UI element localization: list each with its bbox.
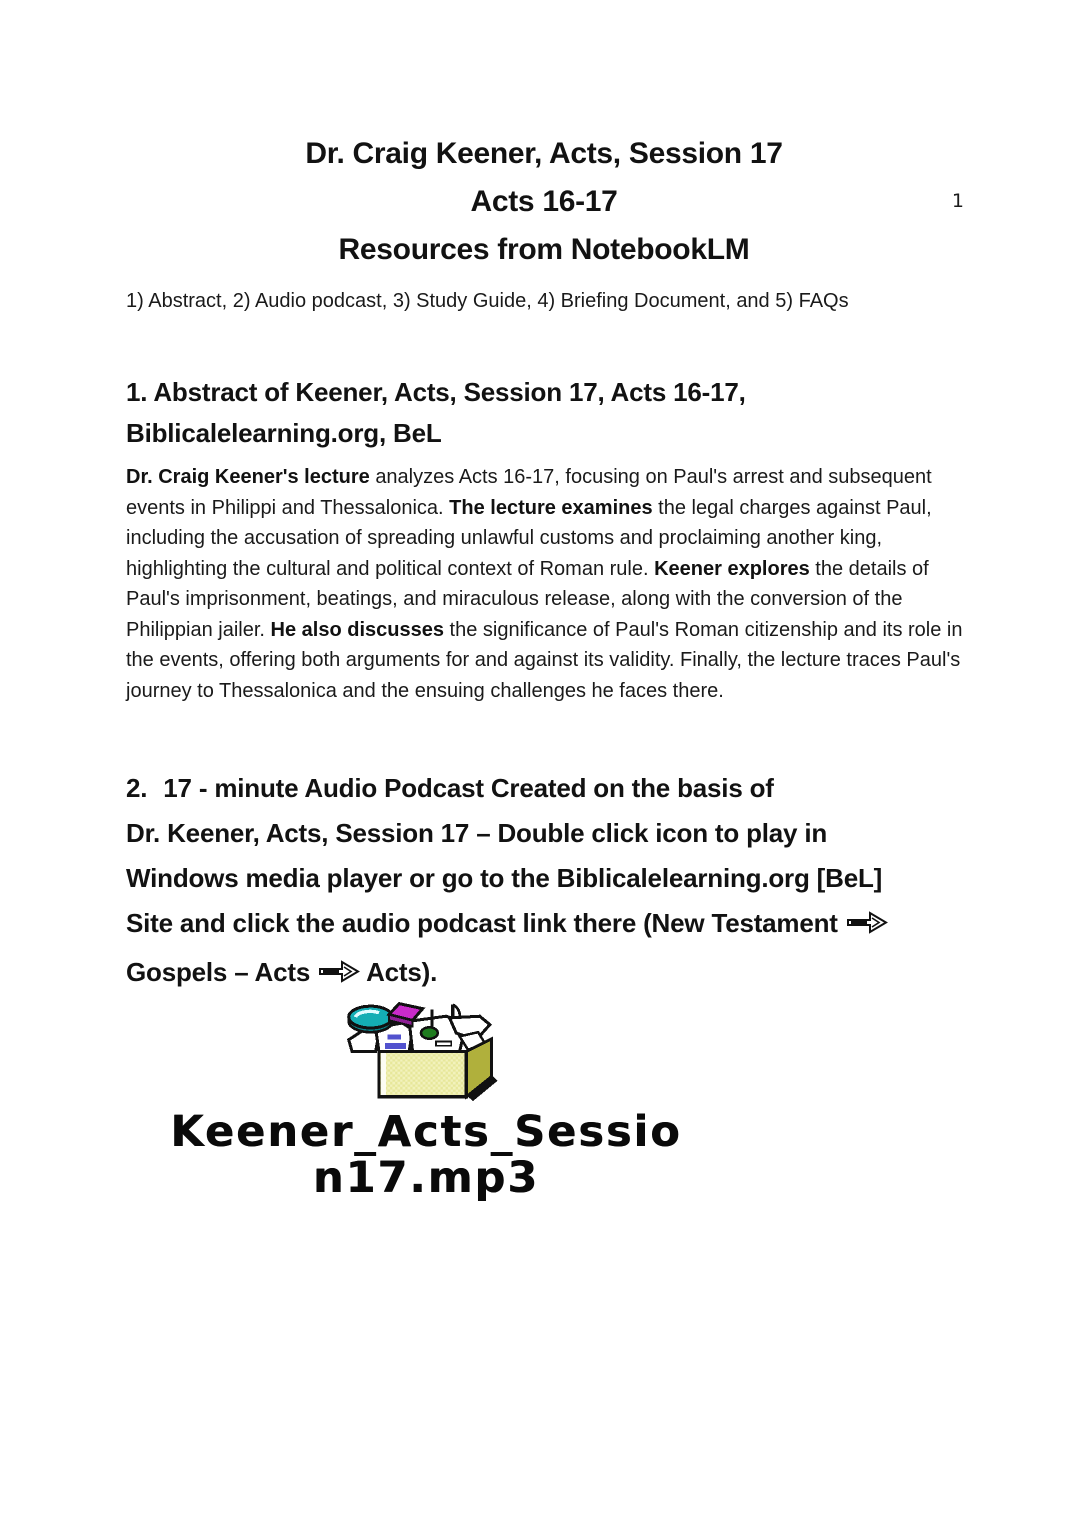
filename-line-2[interactable]: n17.mp3 bbox=[312, 1153, 540, 1203]
section2-heading-text: Gospels – Acts bbox=[126, 957, 311, 987]
section2-number: 2. bbox=[126, 773, 148, 803]
resource-list-line: 1) Abstract, 2) Audio podcast, 3) Study Guide, 4) Briefing Document, and 5) FAQs bbox=[126, 290, 849, 312]
section2-heading-text: Site and click the audio podcast link there (New Testament bbox=[126, 908, 838, 938]
title-line-1: Dr. Craig Keener, Acts, Session 17 bbox=[305, 137, 783, 170]
abstract-segment: the significance of Paul's Roman citizenship and its role in the events, offering both arguments for and against its validity. Finally, the lecture traces Paul's journey to Thessalonica and the ensuing challenges he faces there. bbox=[126, 618, 963, 702]
abstract-segment: the details of Paul's imprisonment, beatings, and miraculous release, along with the conversion of the Philippian jailer. bbox=[126, 557, 929, 641]
title-line-2: Acts 16-17 bbox=[470, 185, 618, 218]
abstract-segment: He also discusses bbox=[270, 618, 450, 641]
abstract-segment: Dr. Craig Keener's lecture bbox=[126, 466, 376, 488]
document-page bbox=[0, 130, 1088, 1538]
title-line-3: Resources from NotebookLM bbox=[338, 233, 750, 266]
document-title bbox=[126, 130, 962, 274]
section2-heading-text: Acts). bbox=[366, 957, 438, 987]
section2-heading-line-3: Windows media player or go to the Biblicalelearning.org [BeL] bbox=[126, 863, 883, 893]
audio-filename-label[interactable] bbox=[136, 1109, 716, 1201]
section2-heading-line-5 bbox=[126, 950, 962, 999]
section2-heading-line-2: Dr. Keener, Acts, Session 17 – Double click icon to play in bbox=[126, 818, 828, 848]
abstract-segment: Keener explores bbox=[654, 557, 816, 580]
section1-heading-line-2: Biblicalelearning.org, BeL bbox=[126, 418, 442, 448]
section2-heading bbox=[126, 766, 962, 999]
right-arrow-icon bbox=[318, 954, 360, 999]
filename-line-1[interactable]: Keener_Acts_Sessio bbox=[170, 1107, 682, 1157]
abstract-segment: analyzes Acts 16-17, focusing on Paul's arrest and subsequent events in Philippi and Thessalonica. bbox=[126, 466, 932, 519]
page-number: 1 bbox=[951, 190, 964, 212]
section1-heading-line-1: 1. Abstract of Keener, Acts, Session 17, Acts 16-17, bbox=[126, 377, 746, 407]
audio-podcast-object[interactable] bbox=[136, 1001, 716, 1201]
abstract-segment: The lecture examines bbox=[449, 496, 659, 519]
section1-heading bbox=[126, 372, 962, 454]
abstract-segment: the legal charges against Paul, including the accusation of spreading unlawful customs and proclaiming another king, highlighting the cultural and political context of Roman rule. bbox=[126, 496, 932, 580]
abstract-paragraph bbox=[126, 462, 966, 706]
right-arrow-icon bbox=[846, 905, 888, 950]
section2-heading-text: 17 - minute Audio Podcast Created on the basis of bbox=[163, 773, 774, 803]
media-package-icon[interactable] bbox=[342, 1001, 510, 1102]
section2-heading-line-4 bbox=[126, 901, 962, 950]
section2-heading-line-1 bbox=[126, 766, 962, 811]
